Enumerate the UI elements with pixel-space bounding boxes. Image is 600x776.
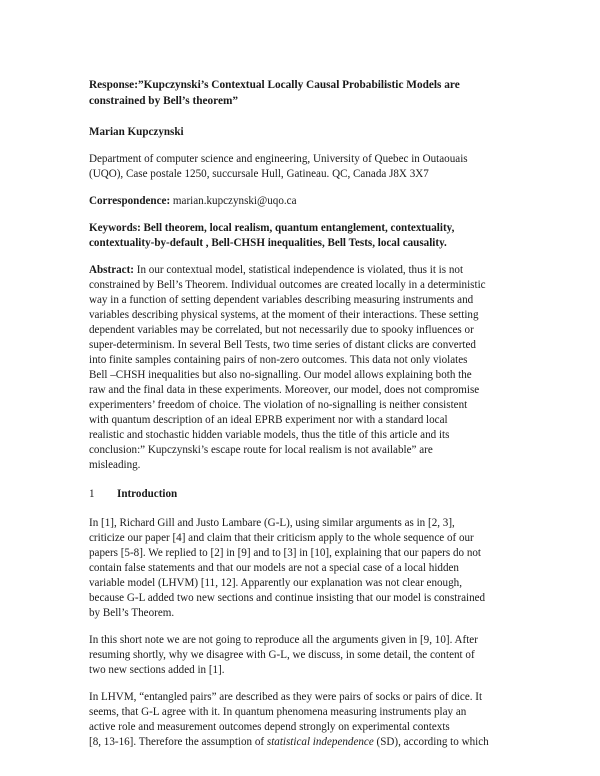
abstract-line: realistic and stochastic hidden variable models, thus the title of this article and its (89, 429, 450, 441)
abstract-line: experimenters’ freedom of choice. The violation of no-signalling is neither consistent (89, 399, 468, 411)
paper-title (89, 78, 519, 109)
section-heading (89, 487, 519, 502)
paragraph-line (89, 735, 519, 750)
affiliation (89, 152, 519, 182)
paper-page (89, 78, 519, 762)
paragraph-line: resuming shortly, why we disagree with G-L, we discuss, in some detail, the content of (89, 649, 475, 661)
section-title: Introduction (117, 488, 178, 500)
paragraph-line: by Bell’s Theorem. (89, 607, 175, 619)
abstract-line: Bell –CHSH inequalities but also no-signalling. Our model allows explaining both the (89, 369, 472, 381)
keywords (89, 221, 519, 251)
abstract-line: misleading. (89, 459, 141, 471)
correspondence (89, 194, 519, 209)
abstract-label: Abstract: (89, 264, 134, 276)
paragraph-line: In LHVM, “entangled pairs” are described as they were pairs of socks or pairs of dice. It (89, 691, 483, 703)
section-number: 1 (89, 488, 95, 500)
abstract-line: dependent variables may be correlated, but not necessarily due to spooky influences or (89, 324, 474, 336)
affiliation-line: (UQO), Case postale 1250, succursale Hull, Gatineau. QC, Canada J8X 3X7 (89, 168, 429, 180)
abstract-line: with quantum description of an ideal EPRB experiment nor with a standard local (89, 414, 448, 426)
intro-paragraph-3 (89, 690, 519, 750)
abstract-line: raw and the final data in these experiments. Moreover, our model, does not compromise (89, 384, 480, 396)
abstract (89, 263, 519, 473)
abstract-first-line (89, 263, 519, 278)
author-name: Marian Kupczynski (89, 126, 184, 138)
abstract-line: into finite samples containing pairs of non-zero outcomes. This data not only violates (89, 354, 468, 366)
paragraph-line: criticize our paper [4] and claim that their criticism apply to the whole sequence of our (89, 532, 474, 544)
abstract-line: constrained by Bell’s Theorem. Individual outcomes are created locally in a deterministic (89, 279, 486, 291)
abstract-line: variables describing physical systems, at the moment of their interactions. These setting (89, 309, 479, 321)
correspondence-label: Correspondence: (89, 195, 171, 207)
paragraph-line: contain false statements and that our models are not a special case of a local hidden (89, 562, 459, 574)
affiliation-line: Department of computer science and engineering, University of Quebec in Outaouais (89, 153, 468, 165)
text-after: (SD), according to which (373, 736, 489, 748)
title-line: constrained by Bell’s theorem” (89, 94, 239, 107)
paragraph-line: active role and measurement outcomes depend strongly on experimental contexts (89, 721, 450, 733)
keywords-line: contextuality-by-default , Bell-CHSH inequalities, Bell Tests, local causality. (89, 237, 447, 249)
italic-term: statistical independence (266, 736, 374, 748)
paragraph-line: In this short note we are not going to reproduce all the arguments given in [9, 10]. After (89, 634, 478, 646)
keywords-line: Keywords: Bell theorem, local realism, quantum entanglement, contextuality, (89, 222, 455, 234)
abstract-line: super-determinism. In several Bell Tests, two time series of distant clicks are converted (89, 339, 476, 351)
intro-paragraph-1 (89, 516, 519, 621)
paragraph-line: variable model (LHVM) [11, 12]. Apparently our explanation was not clear enough, (89, 577, 462, 589)
abstract-line: way in a function of setting dependent variables describing measuring instruments and (89, 294, 474, 306)
paragraph-line: In [1], Richard Gill and Justo Lambare (G-L), using similar arguments as in [2, 3], (89, 517, 455, 529)
correspondence-email[interactable]: marian.kupczynski@uqo.ca (170, 195, 297, 207)
abstract-text: In our contextual model, statistical independence is violated, thus it is not (133, 264, 464, 276)
paragraph-line: because G-L added two new sections and continue insisting that our model is constrained (89, 592, 486, 604)
paragraph-line: two new sections added in [1]. (89, 664, 225, 676)
intro-paragraph-2 (89, 633, 519, 678)
paragraph-line: papers [5-8]. We replied to [2] in [9] and to [3] in [10], explaining that our papers do not (89, 547, 482, 559)
text-before: [8, 13-16]. Therefore the assumption of (89, 736, 267, 748)
abstract-line: conclusion:” Kupczynski’s escape route for local realism is not available” are (89, 444, 433, 456)
title-line: Response:”Kupczynski’s Contextual Locally Causal Probabilistic Models are (89, 79, 460, 91)
paragraph-line: seems, that G-L agree with it. In quantum phenomena measuring instruments play an (89, 706, 467, 718)
